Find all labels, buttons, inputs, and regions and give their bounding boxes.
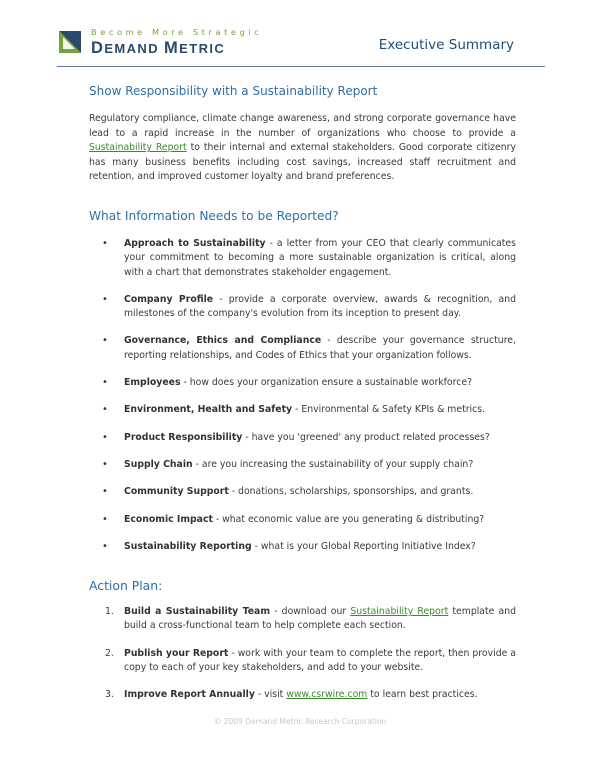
- section-heading-sustainability: Show Responsibility with a Sustainability Report: [89, 84, 378, 98]
- section-heading-action-plan: Action Plan:: [89, 578, 163, 593]
- list-item: 3. Improve Report Annually - visit www.csrwire.com to learn best practices.: [105, 689, 478, 701]
- list-item: 1. Build a Sustainability Team - download our Sustainability Report template and build a cross-functional team to help complete each section.: [105, 606, 516, 632]
- list-item: • Approach to Sustainability - a letter from your CEO that clearly communicates your commitment to becoming a more sustainable organization is critical, along with a chart that demonstrates stakeholder engagement.: [89, 237, 516, 280]
- list-item: • Supply Chain - are you increasing the sustainability of your supply chain?: [89, 458, 516, 472]
- list-item: • Governance, Ethics and Compliance - describe your governance structure, reporting relationships, and Codes of Ethics that your organization follows.: [89, 334, 516, 363]
- footer-copyright: © 2009 Demand Metric Research Corporation: [213, 717, 387, 726]
- list-item: • Economic Impact - what economic value are you generating & distributing?: [89, 513, 516, 527]
- intro-paragraph: Regulatory compliance, climate change awareness, and strong corporate governance have lead to a rapid increase in the number of organizations who choose to provide a Sustainability Report to their internal and external stakeholders. Good corporate citizenry has many business benefits including cost savings, increased staff recruitment and retention, and improved customer loyalty and brand preferences.: [89, 113, 516, 183]
- list-item: 2. Publish your Report - work with your team to complete the report, then provide a copy to each of your key stakeholders, and add to your website.: [105, 647, 517, 673]
- sustainability-report-template-link[interactable]: Sustainability Report: [350, 606, 449, 617]
- logo-mark-icon: [57, 29, 83, 55]
- list-item: • Product Responsibility - have you 'greened' any product related processes?: [89, 431, 516, 445]
- reporting-list: [89, 237, 516, 567]
- logo-brand: DEMAND METRIC: [91, 39, 226, 57]
- sustainability-report-link[interactable]: Sustainability Report: [89, 142, 187, 154]
- header-divider: [57, 66, 545, 67]
- list-item: • Community Support - donations, scholarships, sponsorships, and grants.: [89, 485, 516, 499]
- action-plan-list: [89, 605, 516, 715]
- list-item: • Environment, Health and Safety - Environmental & Safety KPIs & metrics.: [89, 403, 516, 417]
- csrwire-link[interactable]: www.csrwire.com: [286, 689, 368, 701]
- section-heading-reported: What Information Needs to be Reported?: [89, 209, 339, 223]
- list-item: • Sustainability Reporting - what is your Global Reporting Initiative Index?: [89, 540, 516, 554]
- list-item: • Company Profile - provide a corporate overview, awards & recognition, and milestones of the company's evolution from its inception to present day.: [89, 293, 516, 322]
- list-item: • Employees - how does your organization ensure a sustainable workforce?: [89, 376, 516, 390]
- document-title: Executive Summary: [378, 37, 514, 53]
- logo-tagline: Become More Strategic: [91, 27, 263, 37]
- demand-metric-logo: [57, 29, 297, 63]
